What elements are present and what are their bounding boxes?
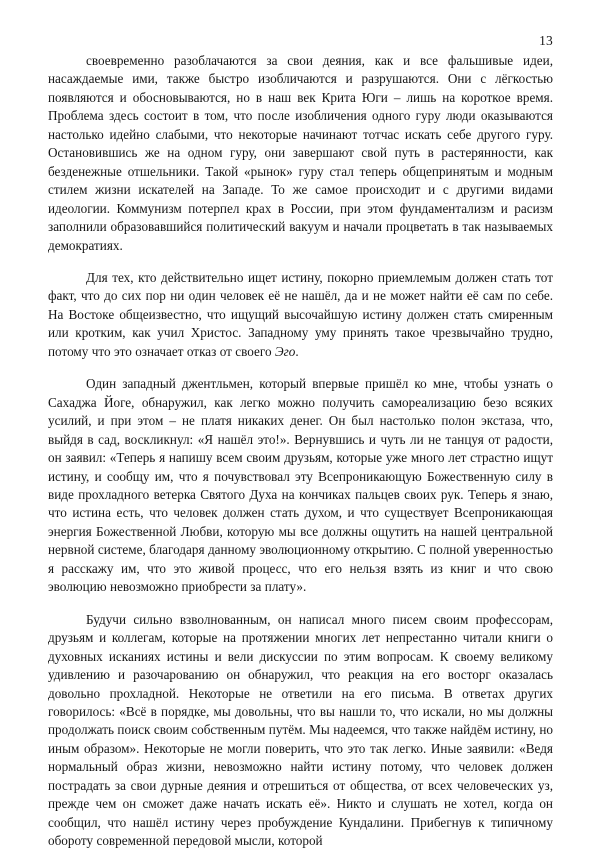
paragraph-2-text-before-italic: Для тех, кто действительно ищет истину, покорно приемлемым должен стать тот факт, что до сих пор ни один человек её не нашёл, да и не может найти её сам по себе. На Востоке общеизвестно, что ищущий высочайшую истину должен стать смиренным или кротким, как учил Христос. Западному уму принять такое чрезвычайно трудно, потому что это означает отказ от своего: [48, 269, 553, 359]
paragraph-2-text-after-italic: .: [295, 343, 299, 359]
paragraph-1: своевременно разоблачаются за свои деяния, как и все фальшивые идеи, насаждаемые ими, также быстро изобличаются и разрушаются. Они с лёгкостью появляются и обосновываются, но в наш век Крита Юги – лишь на короткое время. Проблема здесь состоит в том, что после изобличения одного гуру люди оказываются настолько идейно слабыми, что некоторые начинают тотчас искать себе другого гуру. Остановившись же на одном гуру, они завершают свой путь в растерянности, как безденежные отшельники. Такой «рынок» гуру стал теперь общепринятым и модным стилем жизни искателей на Западе. То же самое происходит и с другими видами идеологии. Коммунизм потерпел крах в России, при этом фундаментализм и расизм заполнили образовавшийся политический вакуум и начали процветать в так называемых демократиях.: [48, 53, 553, 253]
page-text-body: [48, 52, 553, 851]
paragraph-2-italic-term: Эго: [274, 343, 296, 359]
paragraph-2: [48, 269, 553, 361]
paragraph-4: Будучи сильно взволнованным, он написал много писем своим профессорам, друзьям и коллегам, которые на протяжении многих лет непрестанно читали книги о духовных исканиях истины и вели дискуссии по этим вопросам. К своему великому удивлению и разочарованию он обнаружил, что реакция на его восторг оказалась довольно прохладной. Некоторые не ответили на его письма. В ответах других говорилось: «Всё в порядке, мы довольны, что вы нашли то, что искали, но мы должны продолжать поиск своим собственным путём. Мы надеемся, что также найдём истину, но иным образом». Некоторые не могли поверить, что это так легко. Иные заявили: «Ведя нормальный образ жизни, невозможно найти истину потому, что человек должен пострадать за свои дурные деяния и отрешиться от общества, от всех человеческих уз, прежде чем он сможет даже начать искать её». Никто и слушать не хотел, когда он сообщил, что нашёл истину через пробуждение Кундалини. Прибегнув к типичному обороту современной передовой мысли, которой: [48, 611, 553, 849]
page-number: 13: [539, 33, 553, 48]
paragraph-3: Один западный джентльмен, который впервые пришёл ко мне, чтобы узнать о Сахаджа Йоге, обнаружил, как легко можно получить самореализацию безо всяких усилий, и при этом – не платя никаких денег. Он был настолько полон экстаза, что, выйдя в сад, воскликнул: «Я нашёл это!». Вернувшись и чуть ли не танцуя от радости, он заявил: «Теперь я напишу всем своим друзьям, которые уже много лет страстно ищут истину, и сообщу им, что я почувствовал эту Всепроникающую Божественную силу в виде прохладного ветерка Святого Духа на кончиках пальцев своих рук. Теперь я знаю, что истина есть, что человек должен стать духом, и что существует Всепроникающая энергия Божественной Любви, которую мы все должны ощутить на нашей центральной нервной системе, благодаря данному эволюционному открытию. С полной уверенностью я расскажу им, что это живой процесс, что его нельзя взять из книг и что свою эволюцию невозможно приобрести за плату».: [48, 376, 553, 595]
